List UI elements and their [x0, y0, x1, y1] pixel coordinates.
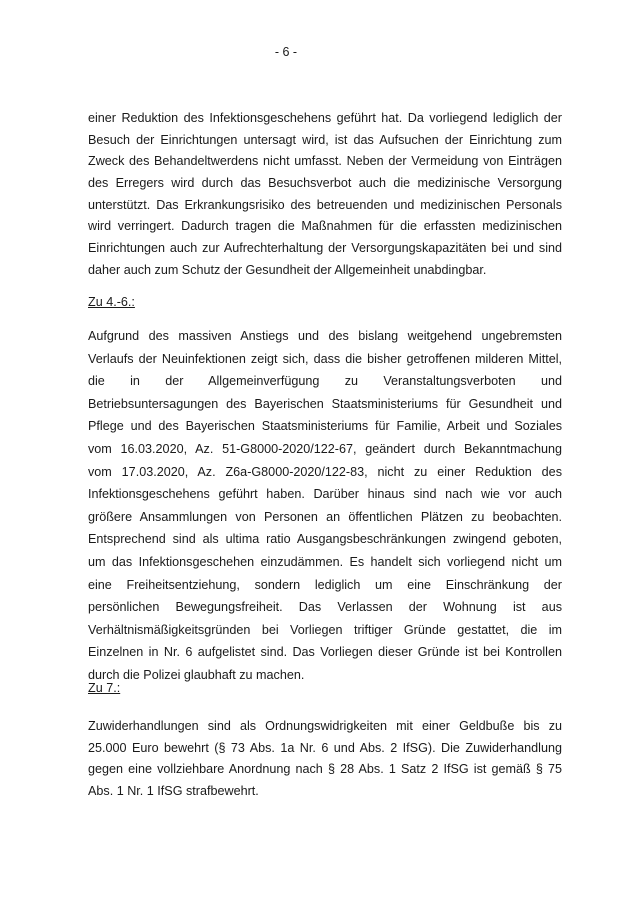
text-line: des Erregers wird durch das Besuchsverbot auch die medizinische Versorgung — [88, 176, 562, 191]
text-line: daher auch zum Schutz der Gesundheit der Allgemeinheit unabdingbar. — [88, 262, 487, 277]
text-line: Zuwiderhandlungen sind als Ordnungswidrigkeiten mit einer Geldbuße bis zu — [88, 719, 562, 733]
text-line: durch die Polizei glaubhaft zu machen. — [88, 667, 305, 682]
text-line: Abs. 1 Nr. 1 IfSG strafbewehrt. — [88, 784, 259, 799]
text-line: Entsprechend sind als ultima ratio Ausgangsbeschränkungen zwingend geboten, — [88, 532, 562, 547]
text-line: Verlaufs der Neuinfektionen zeigt sich, dass die bisher getroffenen milderen Mittel, — [88, 351, 562, 366]
paragraph-2 — [88, 325, 562, 687]
text-line: einer Reduktion des Infektionsgeschehens geführt hat. Da vorliegend lediglich der — [88, 111, 562, 125]
text-line: um das Infektionsgeschehen einzudämmen. Es handelt sich vorliegend nicht um — [88, 554, 562, 569]
paragraph-1 — [88, 108, 562, 282]
text-line: Einrichtungen auch zur Aufrechterhaltung der Versorgungskapazitäten bei und sind — [88, 241, 562, 256]
page-number: - 6 - — [274, 45, 298, 59]
text-line: persönlichen Bewegungsfreiheit. Das Verlassen der Wohnung ist aus — [88, 600, 562, 615]
text-line: eine Freiheitsentziehung, sondern lediglich um eine Einschränkung der — [88, 577, 562, 592]
text-line: wird verringert. Dadurch tragen die Maßnahmen für die erfassten medizinischen — [88, 219, 562, 234]
text-line: 25.000 Euro bewehrt (§ 73 Abs. 1a Nr. 6 und Abs. 2 IfSG). Die Zuwiderhandlung — [88, 740, 562, 755]
text-line: Einzelnen in Nr. 6 aufgelistet sind. Das Vorliegen dieser Gründe ist bei Kontrollen — [88, 645, 562, 660]
text-line: größere Ansammlungen von Personen an öffentlichen Plätzen zu beobachten. — [88, 509, 562, 524]
text-line: Infektionsgeschehens geführt haben. Darüber hinaus sind nach wie vor auch — [88, 487, 562, 502]
text-line: vom 17.03.2020, Az. Z6a-G8000-2020/122-83, nicht zu einer Reduktion des — [88, 464, 562, 479]
text-line: Besuch der Einrichtungen untersagt wird, ist das Aufsuchen der Einrichtung zum — [88, 132, 562, 147]
text-line: Zweck des Behandeltwerdens nicht umfasst. Neben der Vermeidung von Einträgen — [88, 154, 562, 169]
text-line: unterstützt. Das Erkrankungsrisiko des betreuenden und medizinischen Personals — [88, 197, 562, 212]
text-line: die in der Allgemeinverfügung zu Veranstaltungsverboten und — [88, 374, 562, 389]
text-line: Betriebsuntersagungen des Bayerischen Staatsministeriums für Gesundheit und — [88, 396, 562, 411]
text-line: Pflege und des Bayerischen Staatsministeriums für Familie, Arbeit und Soziales — [88, 419, 562, 434]
text-line: gegen eine vollziehbare Anordnung nach § 28 Abs. 1 Satz 2 IfSG ist gemäß § 75 — [88, 762, 562, 777]
text-line: Aufgrund des massiven Anstiegs und des bislang weitgehend ungebremsten — [88, 329, 562, 343]
text-line: Verhältnismäßigkeitsgründen bei Vorliegen triftiger Gründe gestattet, die im — [88, 622, 562, 637]
paragraph-3 — [88, 716, 562, 803]
text-line: vom 16.03.2020, Az. 51-G8000-2020/122-67, geändert durch Bekanntmachung — [88, 441, 562, 456]
section-heading-4-6: Zu 4.-6.: — [88, 295, 135, 309]
section-heading-7: Zu 7.: — [88, 681, 121, 695]
